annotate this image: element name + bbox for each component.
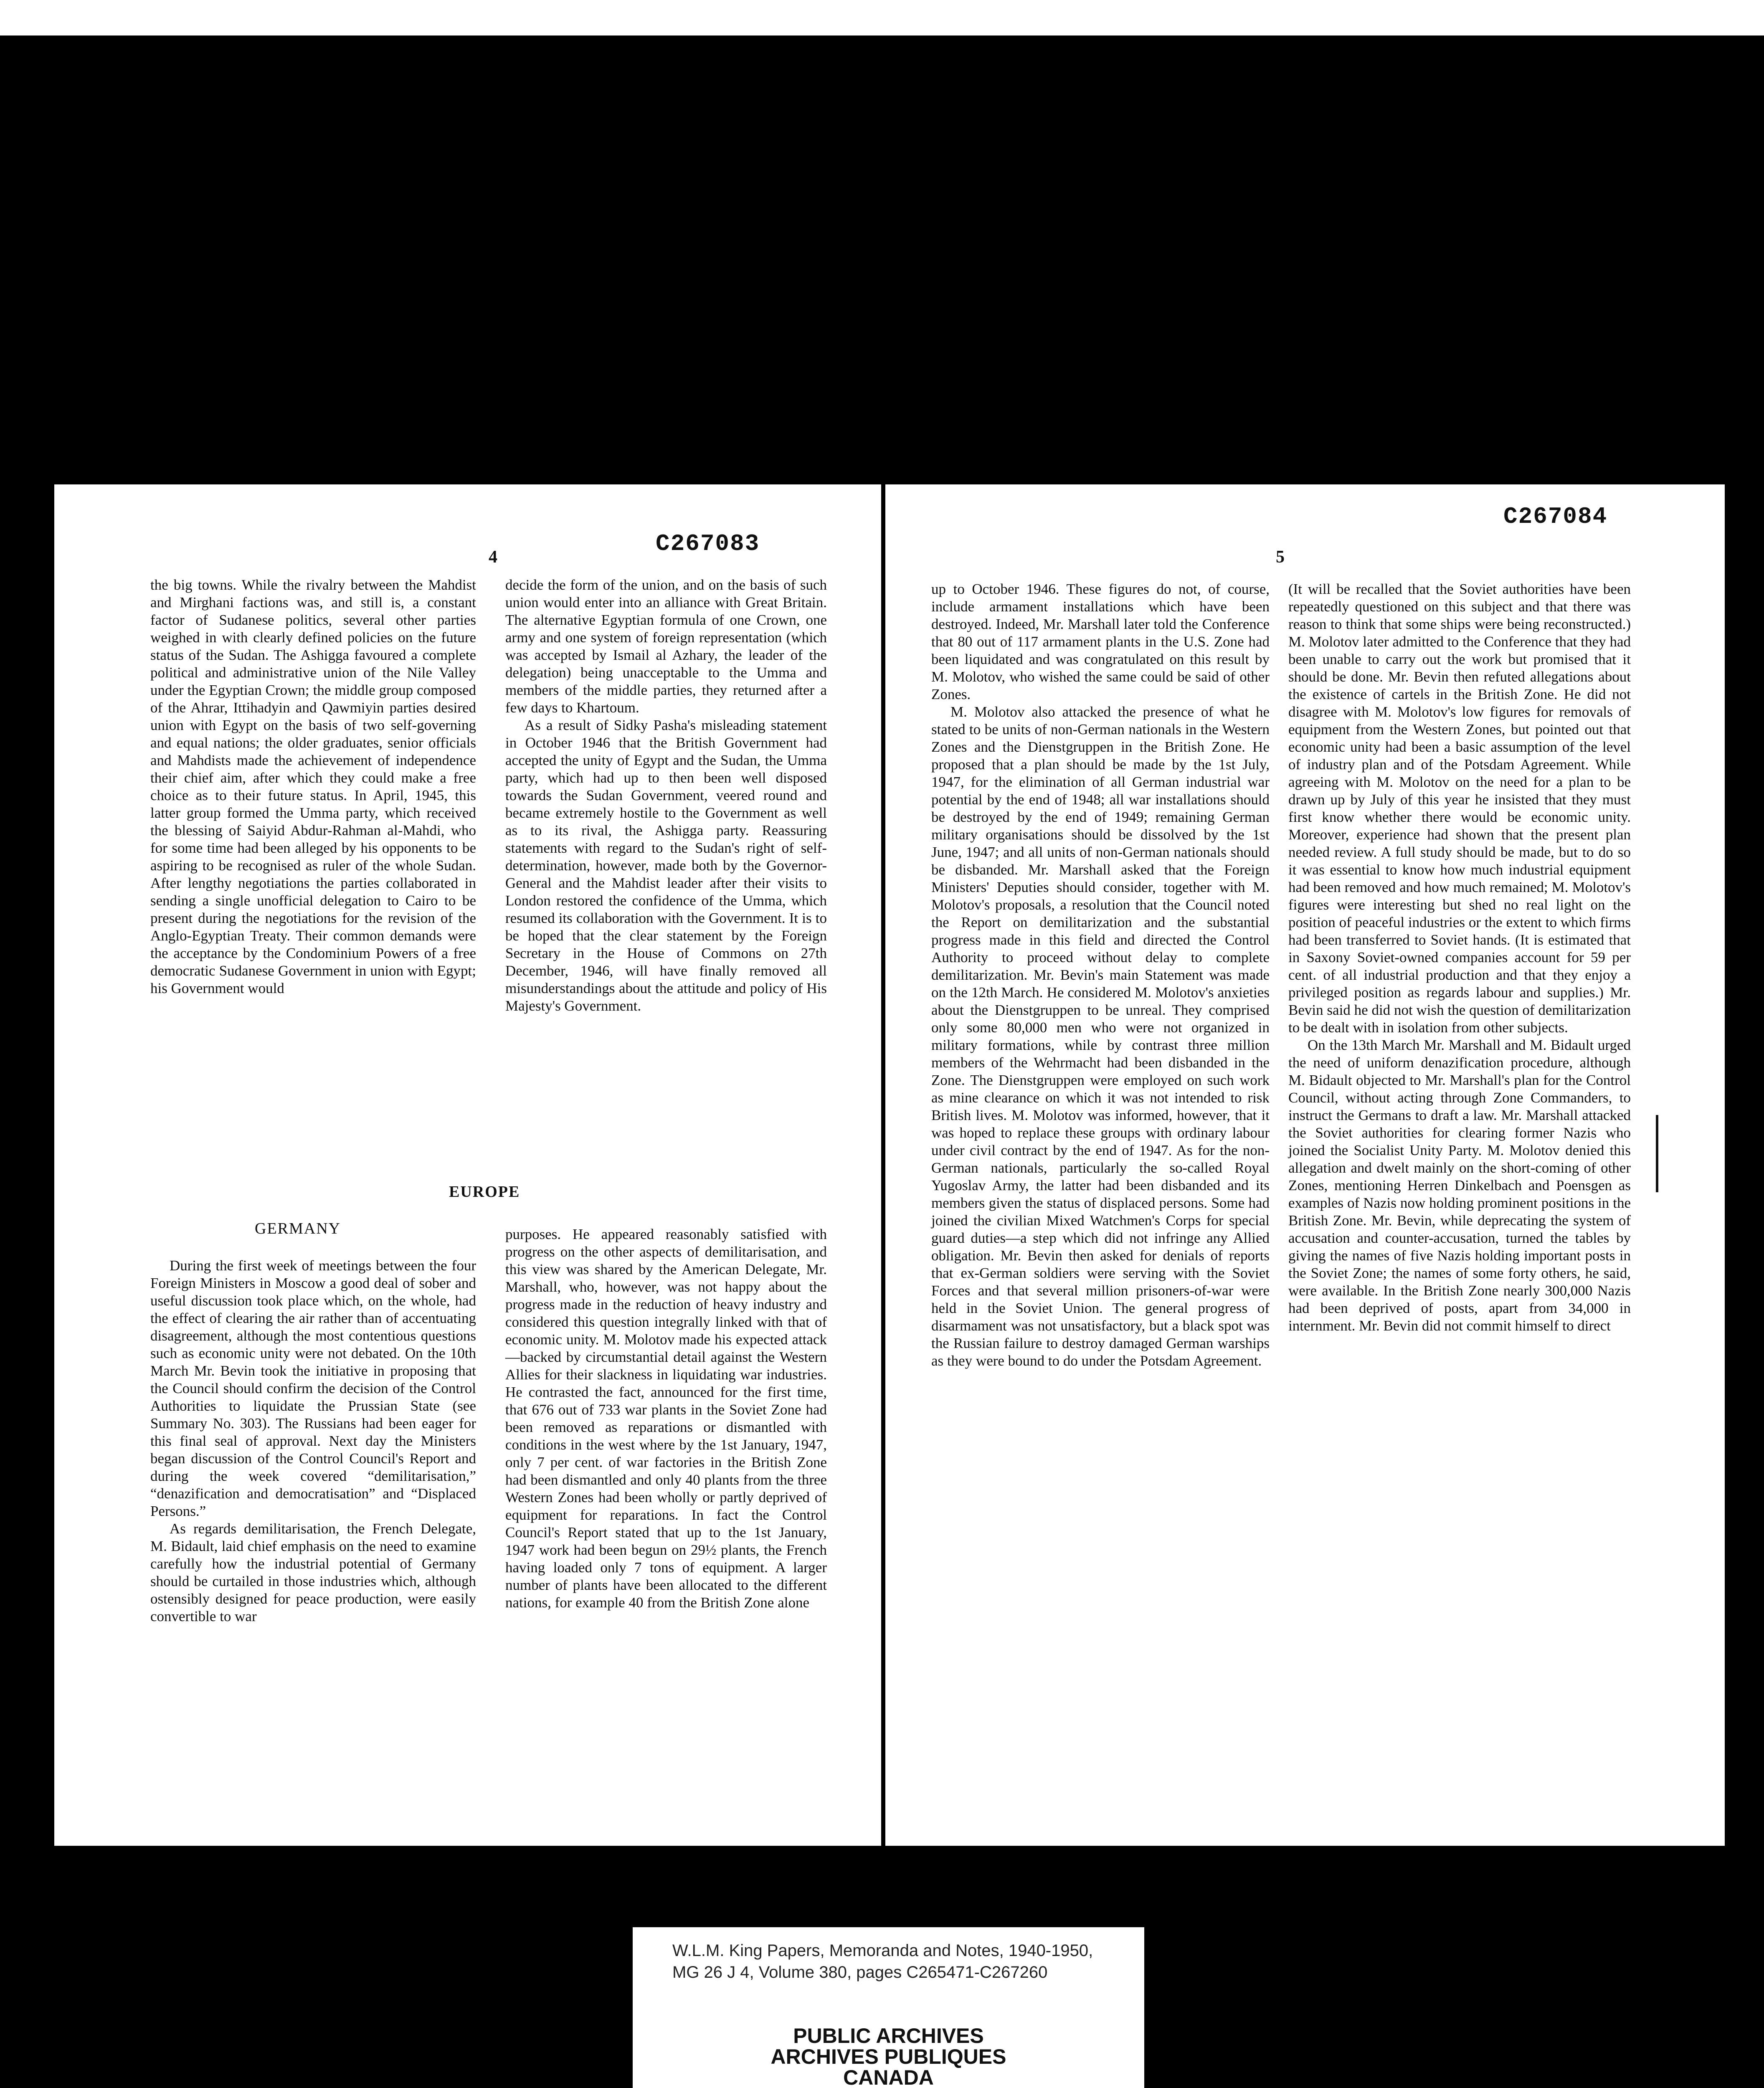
left-col2-lower [505, 1226, 827, 1612]
caption-line: MG 26 J 4, Volume 380, pages C265471-C267260 [672, 1963, 1048, 1982]
paragraph: purposes. He appeared reasonably satisfied with progress on the other aspects of demilitarisation, and this view was shared by the American Delegate, Mr. Marshall, who, however, was not happy about the progress made in the reduction of heavy industry and considered this question integrally linked with that of economic unity. M. Molotov made his expected attack—backed by circumstantial detail against the Western Allies for their slackness in liquidating war industries. He contrasted the fact, announced for the first time, that 676 out of 733 war plants in the Soviet Zone had been removed as reparations or dismantled with conditions in the west where by the 1st January, 1947, only 7 per cent. of war factories in the British Zone had been dismantled and only 40 plants from the three Western Zones had been wholly or partly deprived of equipment for reparations. In fact the Control Council's Report stated that up to the 1st January, 1947 work had been begun on 29½ plants, the French having loaded only 7 tons of equipment. A larger number of plants have been allocated to the different nations, for example 40 from the British Zone alone [505, 1226, 827, 1611]
paragraph: up to October 1946. These figures do not, of course, include armament installations which have been destroyed. Indeed, Mr. Marshall later told the Conference that 80 out of 117 armament plants in the U.S. Zone had been liquidated and was congratulated on this result by M. Molotov, who wished the same could be said of other Zones. [931, 581, 1270, 702]
paragraph: decide the form of the union, and on the basis of such union would enter into an alliance with Great Britain. The alternative Egyptian formula of one Crown, one army and one system of foreign representation (which was accepted by Ismail al Azhary, the leader of the delegation) being unacceptable to the Umma and members of the middle parties, they returned after a few days to Khartoum. [505, 577, 827, 716]
section-heading: EUROPE [449, 1183, 520, 1201]
margin-marker [1656, 1115, 1658, 1192]
right-col1 [931, 580, 1270, 1370]
caption-citation [672, 1940, 1093, 1983]
paragraph: On the 13th March Mr. Marshall and M. Bidault urged the need of uniform denazification procedure, although M. Bidault objected to Mr. Marshall's plan for the Control Council, without acting through Zone Commanders, to instruct the Germans to draft a law. Mr. Marshall attacked the Soviet authorities for clearing former Nazis who joined the Socialist Unity Party. M. Molotov denied this allegation and dwelt mainly on the short-coming of other Zones, mentioning Herren Dinkelbach and Poensgen as examples of Nazis now holding prominent positions in the British Zone. Mr. Bevin, while deprecating the system of accusation and counter-accusation, turned the tables by giving the names of five Nazis holding important posts in the Soviet Zone; the names of some forty others, he said, were available. In the British Zone nearly 300,000 Nazis had been deprived of posts, apart from 34,000 in internment. Mr. Bevin did not commit himself to direct [1288, 1037, 1631, 1334]
archives-name-en: PUBLIC ARCHIVES [793, 2024, 984, 2047]
archives-country: CANADA [843, 2066, 934, 2088]
left-col2-upper [505, 576, 827, 1015]
archive-caption [633, 1927, 1144, 2088]
scan-top-border [0, 0, 1764, 35]
paragraph: the big towns. While the rivalry between the Mahdist and Mirghani factions was, and still is, a constant factor of Sudanese politics, several other parties weighed in with clearly defined policies on the future status of the Sudan. The Ashigga favoured a complete political and administrative union of the Nile Valley under the Egyptian Crown; the middle group composed of the Ahrar, Ittihadyin and Qawmiyin parties desired union with Egypt on the basis of two self-governing and equal nations; the older graduates, senior officials and Mahdists made the achievement of independence their chief aim, after which they could make a free choice as to their future status. In April, 1945, this latter group formed the Umma party, which received the blessing of Saiyid Abdur-Rahman al-Mahdi, who for some time had been alleged by his opponents to be aspiring to be recognised as ruler of the whole Sudan. After lengthy negotiations the parties collaborated in sending a single unofficial delegation to Cairo to be present during the negotiations for the revision of the Anglo-Egyptian Treaty. Their common demands were the acceptance by the Condominium Powers of a free democratic Sudanese Government in union with Egypt; his Government would [150, 577, 476, 996]
right-page [885, 484, 1725, 1846]
archives-name-fr: ARCHIVES PUBLIQUES [770, 2045, 1006, 2068]
archive-stamp: C267083 [656, 530, 760, 557]
left-page [54, 484, 881, 1846]
right-col2 [1288, 580, 1631, 1335]
left-col1-upper [150, 576, 476, 997]
paragraph: During the first week of meetings between the four Foreign Ministers in Moscow a good deal of sober and useful discussion took place which, on the whole, had the effect of clearing the air rather than of accentuating disagreement, although the most contentious questions such as economic unity were not debated. On the 10th March Mr. Bevin took the initiative in proposing that the Council should confirm the decision of the Control Authorities to liquidate the Prussian State (see Summary No. 303). The Russians had been eager for this final seal of approval. Next day the Ministers began discussion of the Control Council's Report and during the week covered “demilitarisation,” “denazification and democratisation” and “Displaced Persons.” [150, 1257, 476, 1519]
paragraph: (It will be recalled that the Soviet authorities have been repeatedly questioned on this subject and that there was reason to think that some ships were being reconstructed.) M. Molotov later admitted to the Conference that they had been unable to carry out the work but promised that it should be done. Mr. Bevin then refuted allegations about the existence of cartels in the British Zone. He did not disagree with M. Molotov's low figures for removals of equipment from the Western Zones, but pointed out that economic unity had been a basic assumption of the level of industry plan and of the Potsdam Agreement. While agreeing with M. Molotov on the need for a plan to be drawn up by July of this year he insisted that they must first know whether there would be economic unity. Moreover, experience had shown that the present plan needed review. A full study should be made, but to do so it was essential to know how much industrial equipment had been removed and how much remained; M. Molotov's figures were interesting but shed no real light on the position of peaceful industries or the extent to which firms had been transferred to Soviet hands. (It is estimated that in Saxony Soviet-owned companies account for 59 per cent. of all industrial production and that they enjoy a privileged position as regards labour and supplies.) Mr. Bevin said he did not wish the question of demilitarization to be dealt with in isolation from other subjects. [1288, 581, 1631, 1036]
paragraph: M. Molotov also attacked the presence of what he stated to be units of non-German nationals in the Western Zones and the Dienstgruppen in the British Zone. He proposed that a plan should be made by the 1st July, 1947, for the elimination of all German industrial war potential by the end of 1948; all war installations should be destroyed by the end of 1949; remaining German military organisations should be dissolved by the 1st June, 1947; and all units of non-German nationals should be disbanded. Mr. Marshall asked that the Foreign Ministers' Deputies should consider, together with M. Molotov's proposals, a resolution that the Council noted the Report on demilitarization and the substantial progress made in this field and directed the Control Authority to proceed without delay to complete demilitarization. Mr. Bevin's main Statement was made on the 12th March. He considered M. Molotov's anxieties about the Dienstgruppen to be unreal. They comprised only some 80,000 men who were not organized in military formations, while by contrast three million members of the Wehrmacht had been disbanded in the Zone. The Dienstgruppen were employed on such work as mine clearance on which it was not intended to risk British lives. M. Molotov was informed, however, that it was hoped to replace these groups with ordinary labour under civil contract by the end of 1947. As for the non-German nationals, particularly the so-called Royal Yugoslav Army, the latter had been disbanded and its members given the status of displaced persons. Some had joined the civilian Mixed Watchmen's Corps for special guard duties—a step which did not infringe any Allied obligation. Mr. Bevin then asked for denials of reports that ex-German soldiers were serving with the Soviet Forces and that several million prisoners-of-war were held in the Soviet Union. The general progress of disarmament was not unsatisfactory, but a black spot was the Russian failure to destroy damaged German warships as they were bound to do under the Potsdam Agreement. [931, 704, 1270, 1369]
paragraph: As a result of Sidky Pasha's misleading statement in October 1946 that the British Government had accepted the unity of Egypt and the Sudan, the Umma party, which had up to then been well disposed towards the Sudan Government, veered round and became extremely hostile to the Government as well as to its rival, the Ashigga party. Reassuring statements with regard to the Sudan's right of self-determination, however, made both by the Governor-General and the Mahdist leader after their visits to London restored the confidence of the Umma, which resumed its collaboration with the Government. It is to be hoped that the clear statement by the Foreign Secretary in the House of Commons on 27th December, 1946, will have finally removed all misunderstandings about the attitude and policy of His Majesty's Government. [505, 717, 827, 1014]
caption-line: W.L.M. King Papers, Memoranda and Notes, 1940-1950, [672, 1941, 1093, 1960]
paragraph: As regards demilitarisation, the French Delegate, M. Bidault, laid chief emphasis on the need to examine carefully how the industrial potential of Germany should be curtailed in those industries which, although ostensibly designed for peace production, were easily convertible to war [150, 1520, 476, 1624]
page-number: 4 [489, 547, 497, 567]
left-col1-lower [150, 1257, 476, 1625]
archive-stamp: C267084 [1503, 503, 1608, 530]
sub-heading: GERMANY [255, 1220, 341, 1237]
page-number: 5 [1276, 547, 1285, 567]
